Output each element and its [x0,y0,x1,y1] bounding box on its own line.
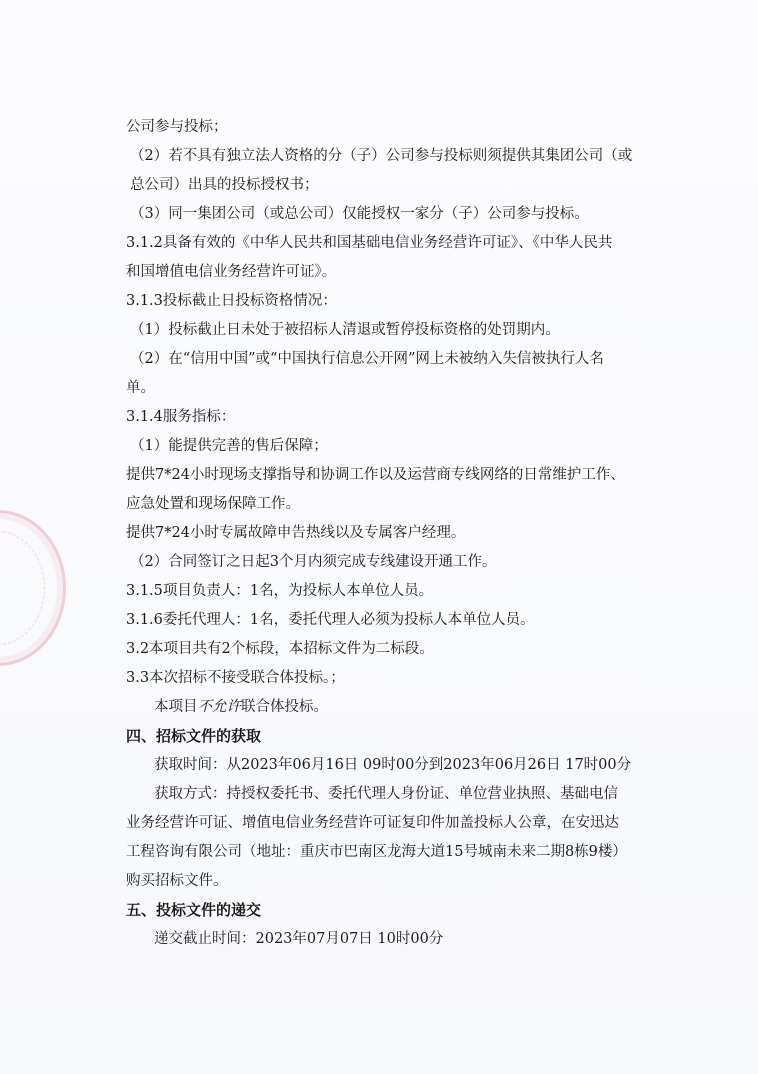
section-4-heading: 四、招标文件的获取 [126,727,262,745]
official-seal-stamp [0,510,66,666]
body-line: 3.1.3投标截止日投标资格情况： [126,293,337,309]
submission-deadline: 递交截止时间：2023年07月07日 10时00分 [154,931,444,947]
body-line: 3.1.2具备有效的《中华人民共和国基础电信业务经营许可证》、《中华人民共 [126,235,613,251]
body-line: 3.1.4服务指标： [126,409,236,425]
body-line: （1）能提供完善的售后保障； [130,438,328,454]
joint-venture-line [126,693,646,722]
document-body [126,113,646,954]
body-line: 应急处置和现场保障工作。 [126,496,300,512]
body-line: 总公司）出具的投标授权书； [130,177,319,193]
section-5-heading: 五、投标文件的递交 [126,901,262,919]
body-line: 单。 [126,380,155,396]
jv-prefix: 本项目 [154,699,198,715]
body-line: 3.1.6委托代理人：1名，委托代理人必须为投标人本单位人员。 [126,612,535,628]
body-line: 提供7*24小时现场支撑指导和协调工作以及运营商专线网络的日常维护工作、 [126,467,625,483]
body-line: 提供7*24小时专属故障申告热线以及专属客户经理。 [126,525,466,541]
acquisition-method-line: 获取方式：持授权委托书、委托代理人身份证、单位营业执照、基础电信 [154,786,618,802]
body-line: （2）若不具有独立法人资格的分（子）公司参与投标则须提供其集团公司（或 [130,148,633,164]
body-line: 和国增值电信业务经营许可证》。 [126,264,337,280]
body-line: （2）在“信用中国”或“中国执行信息公开网”网上未被纳入失信被执行人名 [130,351,604,367]
body-line: （2）合同签订之日起3个月内须完成专线建设开通工作。 [130,554,497,570]
acquisition-time: 获取时间：从2023年06月16日 09时00分到2023年06月26日 17时00分 [154,757,632,773]
acquisition-method-line: 购买招标文件。 [126,873,228,889]
jv-suffix: 联合体投标。 [241,699,328,715]
jv-italic-text: 不允许 [197,699,241,715]
body-line: （3）同一集团公司（或总公司）仅能授权一家分（子）公司参与投标。 [130,206,589,222]
body-line: 3.3本次招标不接受联合体投标。； [126,670,345,686]
acquisition-method-line: 工程咨询有限公司（地址：重庆市巴南区龙海大道15号城南未来二期8栋9楼） [126,844,627,860]
acquisition-method-line: 业务经营许可证、增值电信业务经营许可证复印件加盖投标人公章，在安迅达 [126,815,619,831]
body-line: 3.1.5项目负责人：1名，为投标人本单位人员。 [126,583,434,599]
body-line: 公司参与投标； [126,119,228,135]
body-line: 3.2本项目共有2个标段，本招标文件为二标段。 [126,641,434,657]
body-line: （1）投标截止日未处于被招标人清退或暂停投标资格的处罚期内。 [130,322,560,338]
